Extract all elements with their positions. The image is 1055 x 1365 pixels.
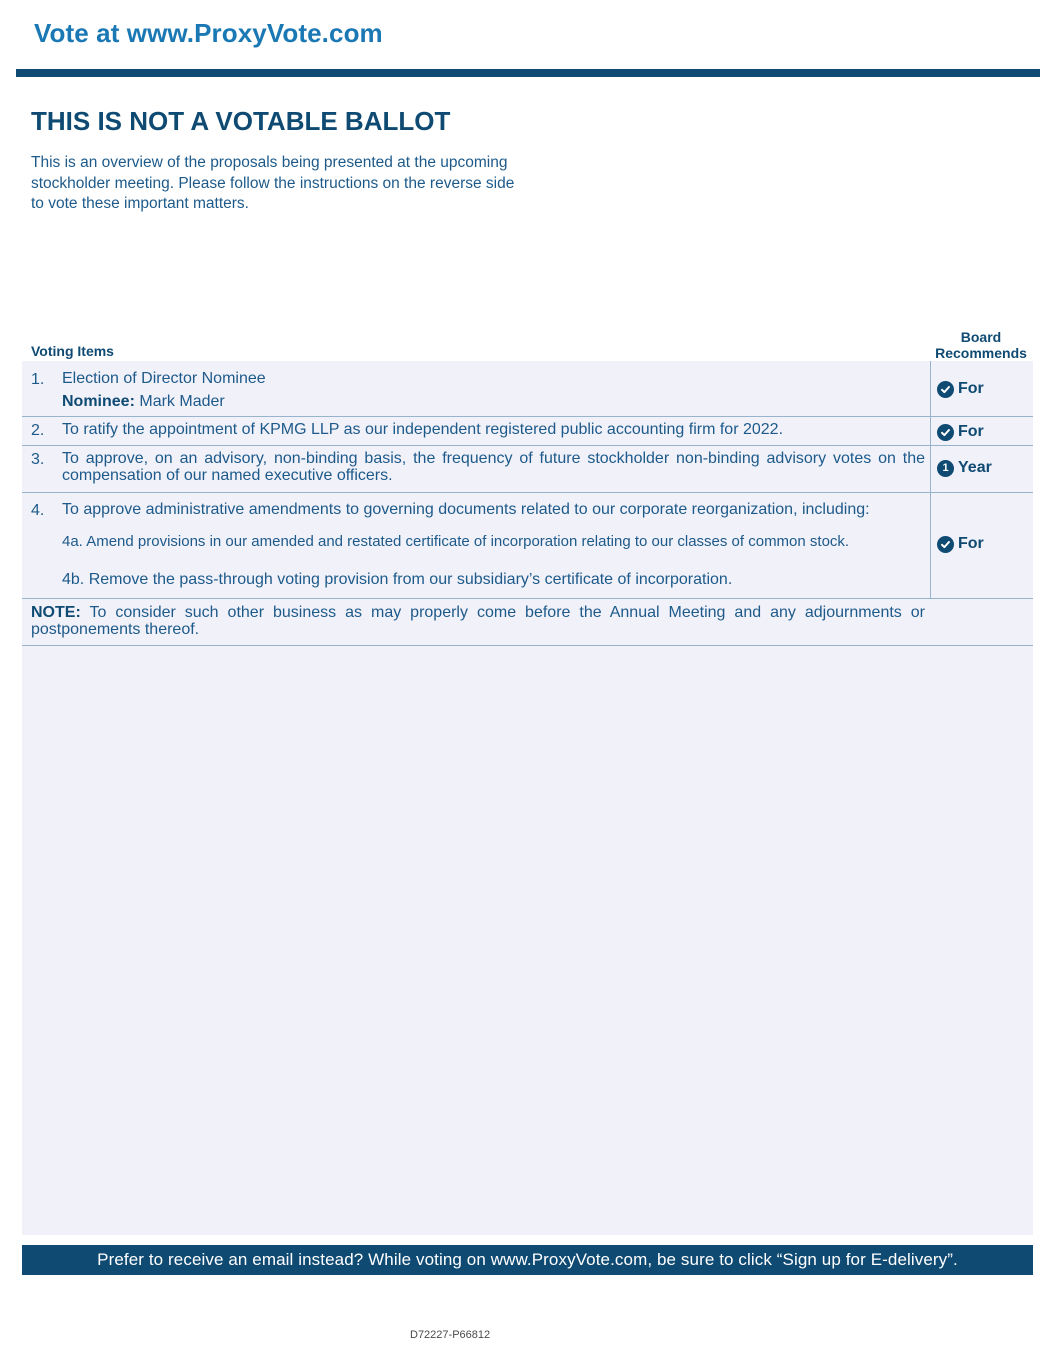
item-text: To ratify the appointment of KPMG LLP as our independent registered public accounting firm for 2022. — [62, 421, 784, 438]
sub-item-4a: 4a. Amend provisions in our amended and restated certificate of incorporation relating to our classes of common stock. — [62, 532, 850, 550]
recommendation-label: For — [958, 535, 984, 552]
board-recommends-line2: Recommends — [935, 345, 1027, 361]
board-recommends-header — [928, 329, 1034, 361]
item-number: 4. — [31, 502, 45, 519]
check-circle-icon — [937, 424, 954, 441]
recommendation — [937, 423, 984, 441]
recommendation-label: Year — [958, 459, 992, 476]
recommendation-cell — [930, 417, 984, 445]
item-title: To approve administrative amendments to governing documents related to our corporate reorganization, including: — [62, 501, 870, 518]
check-circle-icon — [937, 381, 954, 398]
note-row — [22, 599, 1033, 646]
voting-item-1 — [22, 361, 1033, 417]
nominee-label: Nominee: — [62, 392, 135, 410]
note-label: NOTE: — [31, 604, 81, 621]
item-number: 1. — [31, 371, 45, 388]
nominee-line — [62, 394, 925, 411]
note-text — [31, 604, 925, 638]
recommendation-label: For — [958, 423, 984, 440]
recommendation — [937, 380, 984, 398]
item-text — [62, 502, 925, 589]
recommendation-cell — [930, 361, 984, 416]
e-delivery-banner: Prefer to receive an email instead? While voting on www.ProxyVote.com, be sure to click “Sign up for E-delivery”. — [22, 1245, 1033, 1275]
recommendation-cell — [930, 493, 984, 598]
sub-item-4b: 4b. Remove the pass-through voting provision from our subsidiary’s certificate of incorporation. — [62, 571, 733, 588]
item-number: 2. — [31, 422, 45, 439]
proxyvote-link[interactable]: Vote at www.ProxyVote.com — [34, 18, 383, 48]
header-divider — [16, 69, 1040, 77]
item-text: To approve, on an advisory, non-binding basis, the frequency of future stockholder non-binding advisory votes on the compensation of our named executive officers. — [62, 450, 925, 484]
recommendation-cell — [930, 446, 992, 492]
item-text — [62, 371, 925, 410]
intro-paragraph: This is an overview of the proposals being presented at the upcoming stockholder meeting. Please follow the instructions on the reverse side to vote these important matters. — [31, 154, 515, 212]
board-recommends-line1: Board — [960, 329, 1002, 345]
voting-item-2 — [22, 417, 1033, 446]
document-code: D72227-P66812 — [410, 1329, 491, 1341]
check-circle-icon — [937, 536, 954, 553]
item-title: Election of Director Nominee — [62, 370, 266, 387]
item-number: 3. — [31, 451, 45, 468]
page-title: THIS IS NOT A VOTABLE BALLOT — [31, 106, 451, 136]
voting-items-header: Voting Items — [31, 343, 114, 359]
recommendation — [937, 459, 992, 477]
voting-item-4 — [22, 493, 1033, 599]
voting-item-3 — [22, 446, 1033, 493]
recommendation — [937, 535, 984, 553]
number-one-circle-icon: 1 — [937, 460, 954, 477]
note-body: To consider such other business as may properly come before the Annual Meeting and any adjournments or postponements thereof. — [31, 604, 925, 638]
recommendation-label: For — [958, 380, 984, 397]
nominee-name: Mark Mader — [139, 392, 225, 410]
